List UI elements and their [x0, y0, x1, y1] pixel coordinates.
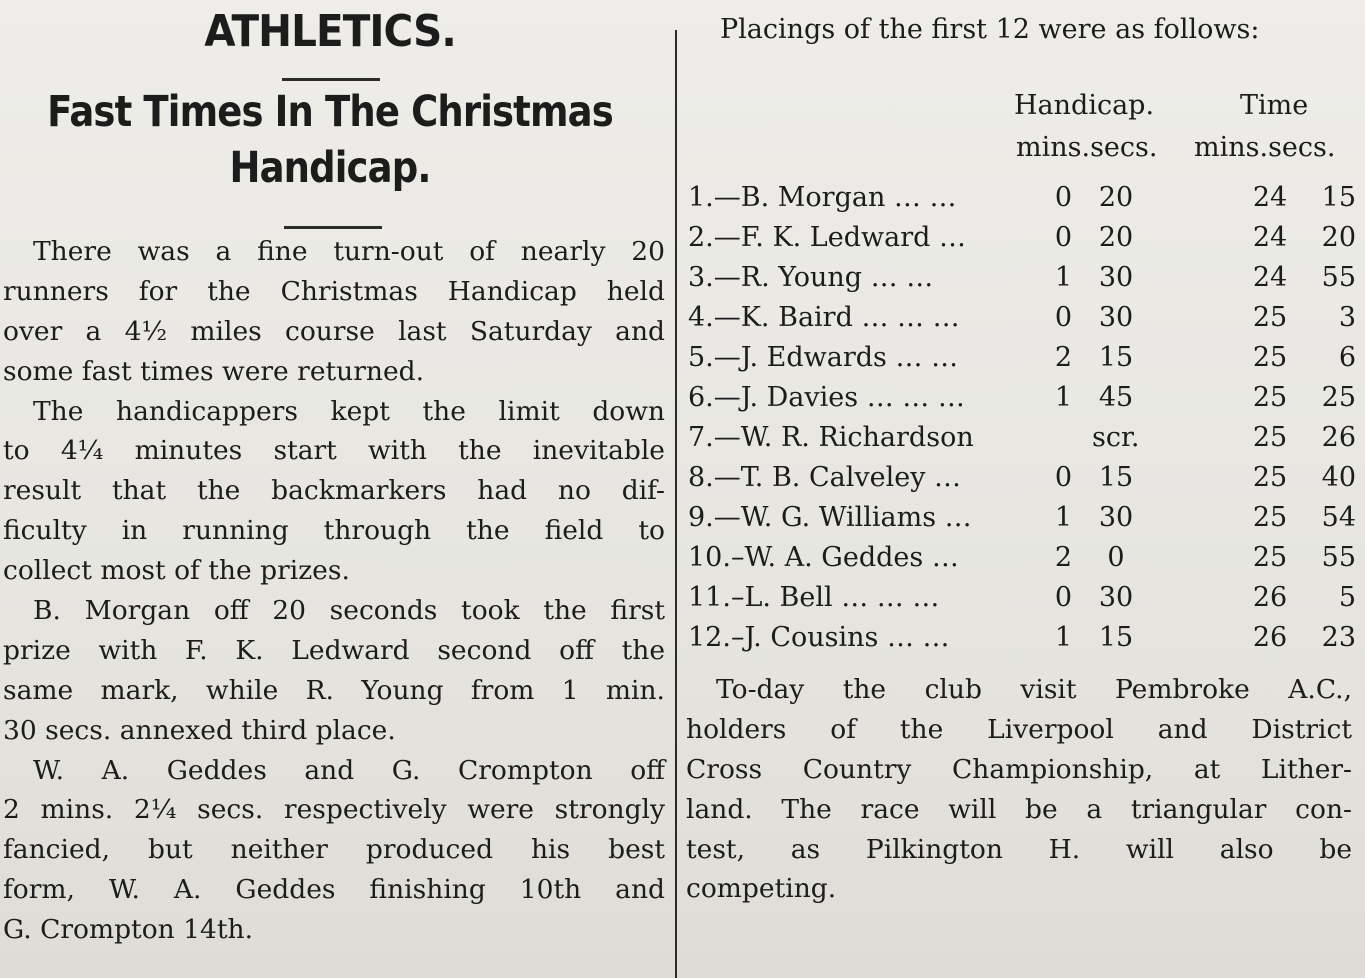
time-secs: 25	[1321, 382, 1356, 413]
handicap-mins: 2	[1054, 542, 1072, 573]
text-line: G. Crompton 14th.	[3, 914, 254, 946]
result-row	[688, 462, 1356, 502]
time-secs: 26	[1321, 422, 1356, 453]
handicap-secs: 0	[1107, 542, 1125, 573]
article-title-line-2: Handicap.	[229, 143, 431, 193]
result-row	[688, 422, 1356, 462]
time-mins: 26	[1252, 622, 1288, 653]
time-mins: 25	[1252, 302, 1288, 333]
text-line: competing.	[686, 873, 837, 905]
title-divider	[284, 226, 382, 229]
time-mins: 24	[1252, 222, 1288, 253]
handicap-scratch: scr.	[1092, 422, 1140, 453]
time-mins: 25	[1252, 422, 1288, 453]
time-units-header: mins.secs.	[1194, 132, 1336, 163]
handicap-mins: 0	[1054, 462, 1072, 493]
text-line: same mark, while R. Young from 1 min.	[3, 674, 665, 706]
handicap-mins: 1	[1054, 622, 1072, 653]
handicap-mins: 1	[1054, 382, 1072, 413]
time-mins: 24	[1252, 262, 1288, 293]
result-row	[688, 342, 1356, 382]
results-intro: Placings of the first 12 were as follows:	[720, 14, 1260, 45]
time-secs: 40	[1321, 462, 1356, 493]
time-mins: 25	[1252, 382, 1288, 413]
handicap-units-header: mins.secs.	[1016, 132, 1158, 163]
text-line: ficulty in running through the field to	[3, 515, 665, 547]
time-mins: 25	[1252, 542, 1288, 573]
runner-name: 10.–W. A. Geddes …	[688, 542, 959, 573]
handicap-secs: 20	[1098, 222, 1134, 253]
runner-name: 4.—K. Baird … … …	[688, 302, 960, 333]
handicap-secs: 20	[1098, 182, 1134, 213]
text-line: W. A. Geddes and G. Crompton off	[33, 754, 665, 786]
time-mins: 25	[1252, 502, 1288, 533]
results-table	[688, 182, 1356, 662]
runner-name: 6.—J. Davies … … …	[688, 382, 965, 413]
time-secs: 23	[1321, 622, 1356, 653]
handicap-secs: 15	[1098, 462, 1134, 493]
result-row	[688, 582, 1356, 622]
runner-name: 2.—F. K. Ledward …	[688, 222, 966, 253]
text-line: to 4¼ minutes start with the inevitable	[3, 435, 665, 467]
text-line: runners for the Christmas Handicap held	[3, 275, 665, 307]
time-secs: 20	[1321, 222, 1356, 253]
handicap-mins: 0	[1054, 182, 1072, 213]
text-line: To-day the club visit Pembroke A.C.,	[716, 674, 1352, 705]
time-mins: 24	[1252, 182, 1288, 213]
runner-name: 1.—B. Morgan … …	[688, 182, 957, 213]
runner-name: 9.—W. G. Williams …	[688, 502, 972, 533]
time-header: Time	[1240, 90, 1309, 121]
result-row	[688, 382, 1356, 422]
time-secs: 3	[1338, 302, 1356, 333]
runner-name: 3.—R. Young … …	[688, 262, 934, 293]
handicap-secs: 30	[1098, 262, 1134, 293]
text-line: Cross Country Championship, at Lither-	[686, 753, 1352, 785]
handicap-mins: 1	[1054, 262, 1072, 293]
result-row	[688, 222, 1356, 262]
article-body	[3, 232, 665, 950]
handicap-mins: 0	[1054, 582, 1072, 613]
handicap-mins: 0	[1054, 222, 1072, 253]
time-secs: 55	[1321, 262, 1356, 293]
runner-name: 5.—J. Edwards … …	[688, 342, 959, 373]
result-row	[688, 502, 1356, 542]
text-line: holders of the Liverpool and District	[686, 713, 1352, 745]
text-line: over a 4½ miles course last Saturday and	[3, 315, 665, 347]
text-line: result that the backmarkers had no dif-	[3, 475, 665, 507]
text-line: test, as Pilkington H. will also be	[686, 833, 1352, 865]
handicap-secs: 15	[1098, 342, 1134, 373]
handicap-secs: 30	[1098, 502, 1134, 533]
handicap-secs: 45	[1098, 382, 1134, 413]
text-line: B. Morgan off 20 seconds took the first	[33, 595, 665, 627]
time-mins: 26	[1252, 582, 1288, 613]
handicap-secs: 30	[1098, 302, 1134, 333]
text-line: 30 secs. annexed third place.	[3, 714, 396, 746]
article-title-line-1: Fast Times In The Christmas	[47, 87, 613, 137]
text-line: collect most of the prizes.	[3, 555, 350, 587]
time-secs: 55	[1321, 542, 1356, 573]
text-line: There was a fine turn-out of nearly 20	[33, 236, 665, 267]
column-divider	[675, 30, 677, 978]
runner-name: 8.—T. B. Calveley …	[688, 462, 962, 493]
time-secs: 5	[1338, 582, 1356, 613]
result-row	[688, 302, 1356, 342]
text-line: The handicappers kept the limit down	[33, 395, 665, 427]
time-secs: 15	[1321, 182, 1356, 213]
text-line: some fast times were returned.	[3, 355, 425, 387]
handicap-secs: 15	[1098, 622, 1134, 653]
section-headline: ATHLETICS.	[204, 6, 456, 57]
result-row	[688, 262, 1356, 302]
text-line: land. The race will be a triangular con-	[686, 793, 1352, 825]
text-line: fancied, but neither produced his best	[3, 834, 665, 866]
result-row	[688, 542, 1356, 582]
article-title	[46, 84, 614, 196]
left-column	[0, 0, 668, 978]
runner-name: 7.—W. R. Richardson	[688, 422, 974, 453]
handicap-mins: 0	[1054, 302, 1072, 333]
text-line: 2 mins. 2¼ secs. respectively were strongly	[3, 794, 665, 826]
headline-divider	[282, 78, 380, 81]
time-mins: 25	[1252, 342, 1288, 373]
time-mins: 25	[1252, 462, 1288, 493]
handicap-header: Handicap.	[1014, 90, 1155, 121]
runner-name: 11.–L. Bell … … …	[688, 582, 940, 613]
time-secs: 54	[1321, 502, 1356, 533]
handicap-secs: 30	[1098, 582, 1134, 613]
handicap-mins: 1	[1054, 502, 1072, 533]
runner-name: 12.–J. Cousins … …	[688, 622, 950, 653]
handicap-mins: 2	[1054, 342, 1072, 373]
text-line: form, W. A. Geddes finishing 10th and	[3, 874, 665, 906]
result-row	[688, 182, 1356, 222]
text-line: prize with F. K. Ledward second off the	[3, 634, 665, 666]
result-row	[688, 622, 1356, 662]
time-secs: 6	[1338, 342, 1356, 373]
